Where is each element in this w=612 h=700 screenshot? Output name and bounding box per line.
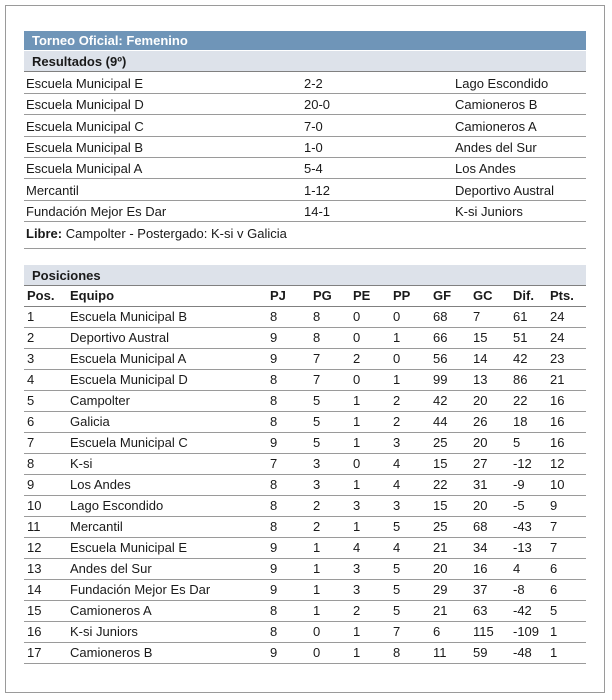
result-score: 20-0 — [304, 97, 331, 113]
table-cell: 1 — [24, 307, 67, 328]
table-cell: -109 — [510, 622, 547, 643]
table-cell: 1 — [310, 559, 350, 580]
table-cell: 8 — [24, 454, 67, 475]
table-cell: 0 — [390, 307, 430, 328]
table-cell: 44 — [430, 412, 470, 433]
table-cell: 1 — [350, 643, 390, 664]
table-cell: 3 — [350, 580, 390, 601]
table-cell: Escuela Municipal D — [67, 370, 267, 391]
table-cell: 1 — [310, 538, 350, 559]
table-cell: 3 — [390, 433, 430, 454]
table-cell: 10 — [547, 475, 586, 496]
table-cell: 3 — [310, 475, 350, 496]
column-header: Pts. — [547, 286, 586, 307]
table-cell: 11 — [430, 643, 470, 664]
table-cell: -42 — [510, 601, 547, 622]
table-cell: Andes del Sur — [67, 559, 267, 580]
table-cell: 1 — [350, 412, 390, 433]
standings-header: Posiciones — [24, 265, 586, 286]
result-away-team: Camioneros B — [455, 97, 538, 113]
table-cell: 16 — [470, 559, 510, 580]
column-header: PE — [350, 286, 390, 307]
table-cell: 9 — [267, 433, 310, 454]
table-cell: 8 — [267, 307, 310, 328]
table-cell: 16 — [547, 391, 586, 412]
result-row — [24, 137, 586, 158]
table-cell: 12 — [547, 454, 586, 475]
result-row — [24, 116, 586, 137]
result-row — [24, 158, 586, 179]
table-cell: Fundación Mejor Es Dar — [67, 580, 267, 601]
result-row — [24, 73, 586, 94]
table-cell: 9 — [547, 496, 586, 517]
table-cell: 7 — [470, 307, 510, 328]
table-cell: 5 — [310, 433, 350, 454]
table-row — [24, 370, 586, 391]
table-cell: 9 — [24, 475, 67, 496]
table-cell: 7 — [547, 517, 586, 538]
table-cell: 115 — [470, 622, 510, 643]
table-row — [24, 328, 586, 349]
table-cell: 1 — [310, 601, 350, 622]
table-cell: -12 — [510, 454, 547, 475]
table-row — [24, 349, 586, 370]
table-cell: 4 — [390, 454, 430, 475]
table-row — [24, 559, 586, 580]
table-cell: 7 — [547, 538, 586, 559]
table-cell: 7 — [267, 454, 310, 475]
table-cell: 0 — [350, 328, 390, 349]
table-cell: 5 — [390, 559, 430, 580]
table-cell: Escuela Municipal C — [67, 433, 267, 454]
table-cell: Escuela Municipal E — [67, 538, 267, 559]
result-row — [24, 94, 586, 115]
table-cell: 6 — [547, 559, 586, 580]
table-cell: 1 — [547, 643, 586, 664]
table-cell: 1 — [350, 391, 390, 412]
table-cell: Camioneros B — [67, 643, 267, 664]
table-cell: 4 — [510, 559, 547, 580]
table-cell: 8 — [267, 412, 310, 433]
table-cell: Deportivo Austral — [67, 328, 267, 349]
table-cell: 0 — [350, 370, 390, 391]
table-cell: 99 — [430, 370, 470, 391]
table-cell: 20 — [470, 433, 510, 454]
table-cell: -48 — [510, 643, 547, 664]
table-cell: 15 — [430, 454, 470, 475]
table-cell: Campolter — [67, 391, 267, 412]
table-cell: 8 — [267, 391, 310, 412]
section-divider — [24, 248, 586, 249]
table-cell: 8 — [267, 517, 310, 538]
table-cell: 8 — [267, 622, 310, 643]
table-cell: 8 — [267, 496, 310, 517]
libre-note — [26, 223, 287, 244]
table-cell: 27 — [470, 454, 510, 475]
page-title: Torneo Oficial: Femenino — [24, 31, 586, 50]
table-cell: 22 — [510, 391, 547, 412]
table-cell: 1 — [310, 580, 350, 601]
table-cell: 5 — [390, 580, 430, 601]
table-cell: 16 — [24, 622, 67, 643]
table-cell: 18 — [510, 412, 547, 433]
table-cell: 5 — [24, 391, 67, 412]
column-header: Equipo — [67, 286, 267, 307]
table-cell: 1 — [350, 433, 390, 454]
table-cell: 0 — [310, 622, 350, 643]
table-cell: 37 — [470, 580, 510, 601]
table-cell: 42 — [430, 391, 470, 412]
table-cell: -9 — [510, 475, 547, 496]
table-cell: 16 — [547, 412, 586, 433]
table-row — [24, 601, 586, 622]
table-cell: 9 — [267, 328, 310, 349]
table-cell: -8 — [510, 580, 547, 601]
table-cell: 42 — [510, 349, 547, 370]
table-cell: -43 — [510, 517, 547, 538]
table-cell: 61 — [510, 307, 547, 328]
result-away-team: K-si Juniors — [455, 203, 523, 219]
result-home-team: Escuela Municipal E — [26, 76, 144, 91]
table-cell: Mercantil — [67, 517, 267, 538]
table-cell: 0 — [310, 643, 350, 664]
table-cell: 9 — [267, 580, 310, 601]
result-row — [24, 180, 586, 201]
table-cell: 17 — [24, 643, 67, 664]
table-cell: 2 — [390, 412, 430, 433]
table-cell: 20 — [470, 496, 510, 517]
table-cell: 13 — [470, 370, 510, 391]
table-cell: K-si — [67, 454, 267, 475]
result-score: 1-12 — [304, 182, 331, 198]
result-away-team: Deportivo Austral — [455, 182, 554, 198]
table-row — [24, 517, 586, 538]
table-cell: 8 — [267, 475, 310, 496]
result-home-team: Escuela Municipal C — [26, 118, 144, 134]
table-cell: 7 — [310, 370, 350, 391]
table-cell: 6 — [24, 412, 67, 433]
table-cell: 86 — [510, 370, 547, 391]
table-cell: 20 — [430, 559, 470, 580]
table-cell: 16 — [547, 433, 586, 454]
table-cell: 1 — [547, 622, 586, 643]
table-cell: -5 — [510, 496, 547, 517]
table-row — [24, 622, 586, 643]
result-away-team: Andes del Sur — [455, 139, 537, 155]
table-cell: 1 — [390, 370, 430, 391]
table-cell: Los Andes — [67, 475, 267, 496]
table-cell: 5 — [510, 433, 547, 454]
table-row — [24, 307, 586, 328]
table-row — [24, 454, 586, 475]
table-row — [24, 475, 586, 496]
table-row — [24, 412, 586, 433]
table-cell: 8 — [310, 328, 350, 349]
table-cell: -13 — [510, 538, 547, 559]
table-cell: Camioneros A — [67, 601, 267, 622]
table-cell: 4 — [350, 538, 390, 559]
table-cell: 7 — [310, 349, 350, 370]
table-cell: 9 — [267, 349, 310, 370]
table-cell: 2 — [310, 496, 350, 517]
standings-table — [24, 286, 586, 664]
table-cell: 7 — [390, 622, 430, 643]
table-cell: 2 — [310, 517, 350, 538]
result-away-team: Los Andes — [455, 161, 516, 177]
result-score: 14-1 — [304, 203, 331, 219]
table-cell: 9 — [267, 643, 310, 664]
table-row — [24, 433, 586, 454]
table-cell: 12 — [24, 538, 67, 559]
result-home-team: Mercantil — [26, 182, 79, 198]
table-cell: 1 — [390, 328, 430, 349]
result-score: 7-0 — [304, 118, 323, 134]
table-cell: 23 — [547, 349, 586, 370]
result-away-team: Lago Escondido — [455, 76, 549, 91]
table-cell: 8 — [310, 307, 350, 328]
column-header: GC — [470, 286, 510, 307]
table-row — [24, 643, 586, 664]
table-cell: 6 — [430, 622, 470, 643]
result-home-team: Escuela Municipal B — [26, 139, 144, 155]
result-score: 5-4 — [304, 161, 323, 177]
table-cell: 1 — [350, 517, 390, 538]
table-cell: 59 — [470, 643, 510, 664]
column-header: Pos. — [24, 286, 67, 307]
table-cell: 2 — [390, 391, 430, 412]
table-cell: 8 — [390, 643, 430, 664]
table-cell: 25 — [430, 433, 470, 454]
table-cell: Lago Escondido — [67, 496, 267, 517]
table-cell: 3 — [24, 349, 67, 370]
table-cell: 2 — [350, 601, 390, 622]
table-cell: 51 — [510, 328, 547, 349]
table-cell: 2 — [350, 349, 390, 370]
table-cell: 68 — [470, 517, 510, 538]
table-cell: 26 — [470, 412, 510, 433]
standings-header-row — [24, 286, 586, 307]
table-cell: Escuela Municipal B — [67, 307, 267, 328]
table-cell: 9 — [267, 538, 310, 559]
table-cell: 15 — [470, 328, 510, 349]
table-cell: 21 — [430, 601, 470, 622]
column-header: PG — [310, 286, 350, 307]
table-cell: 3 — [350, 559, 390, 580]
table-cell: 7 — [24, 433, 67, 454]
table-row — [24, 391, 586, 412]
table-cell: 14 — [470, 349, 510, 370]
results-header: Resultados (9º) — [24, 51, 586, 72]
column-header: Dif. — [510, 286, 547, 307]
table-cell: 8 — [267, 370, 310, 391]
table-row — [24, 496, 586, 517]
table-cell: 1 — [350, 475, 390, 496]
table-cell: 3 — [390, 496, 430, 517]
table-cell: 0 — [390, 349, 430, 370]
table-cell: 21 — [430, 538, 470, 559]
table-cell: 22 — [430, 475, 470, 496]
table-cell: 4 — [24, 370, 67, 391]
table-cell: 34 — [470, 538, 510, 559]
result-row — [24, 201, 586, 222]
libre-text: Campolter - Postergado: K-si v Galicia — [65, 226, 287, 241]
table-cell: 1 — [350, 622, 390, 643]
table-cell: 0 — [350, 307, 390, 328]
table-cell: 56 — [430, 349, 470, 370]
table-cell: 24 — [547, 328, 586, 349]
table-cell: 29 — [430, 580, 470, 601]
table-row — [24, 580, 586, 601]
table-cell: 15 — [430, 496, 470, 517]
result-home-team: Escuela Municipal A — [26, 161, 143, 177]
table-row — [24, 538, 586, 559]
table-cell: 31 — [470, 475, 510, 496]
column-header: PJ — [267, 286, 310, 307]
table-cell: Escuela Municipal A — [67, 349, 267, 370]
table-cell: 10 — [24, 496, 67, 517]
table-cell: 6 — [547, 580, 586, 601]
table-cell: 21 — [547, 370, 586, 391]
table-cell: 66 — [430, 328, 470, 349]
table-cell: K-si Juniors — [67, 622, 267, 643]
result-away-team: Camioneros A — [455, 118, 537, 134]
table-cell: 15 — [24, 601, 67, 622]
table-cell: Galicia — [67, 412, 267, 433]
result-score: 2-2 — [304, 76, 323, 91]
result-score: 1-0 — [304, 139, 323, 155]
table-cell: 5 — [390, 517, 430, 538]
column-header: GF — [430, 286, 470, 307]
table-cell: 2 — [24, 328, 67, 349]
table-cell: 4 — [390, 475, 430, 496]
table-cell: 63 — [470, 601, 510, 622]
table-cell: 14 — [24, 580, 67, 601]
table-cell: 25 — [430, 517, 470, 538]
table-cell: 4 — [390, 538, 430, 559]
table-cell: 24 — [547, 307, 586, 328]
table-cell: 5 — [547, 601, 586, 622]
table-cell: 11 — [24, 517, 67, 538]
table-cell: 5 — [310, 412, 350, 433]
result-home-team: Escuela Municipal D — [26, 97, 144, 113]
table-cell: 3 — [350, 496, 390, 517]
table-cell: 3 — [310, 454, 350, 475]
table-cell: 0 — [350, 454, 390, 475]
result-home-team: Fundación Mejor Es Dar — [26, 203, 167, 219]
table-cell: 5 — [390, 601, 430, 622]
column-header: PP — [390, 286, 430, 307]
table-cell: 68 — [430, 307, 470, 328]
table-cell: 8 — [267, 601, 310, 622]
table-cell: 5 — [310, 391, 350, 412]
table-cell: 13 — [24, 559, 67, 580]
libre-label: Libre: — [26, 226, 63, 241]
table-cell: 20 — [470, 391, 510, 412]
table-cell: 9 — [267, 559, 310, 580]
